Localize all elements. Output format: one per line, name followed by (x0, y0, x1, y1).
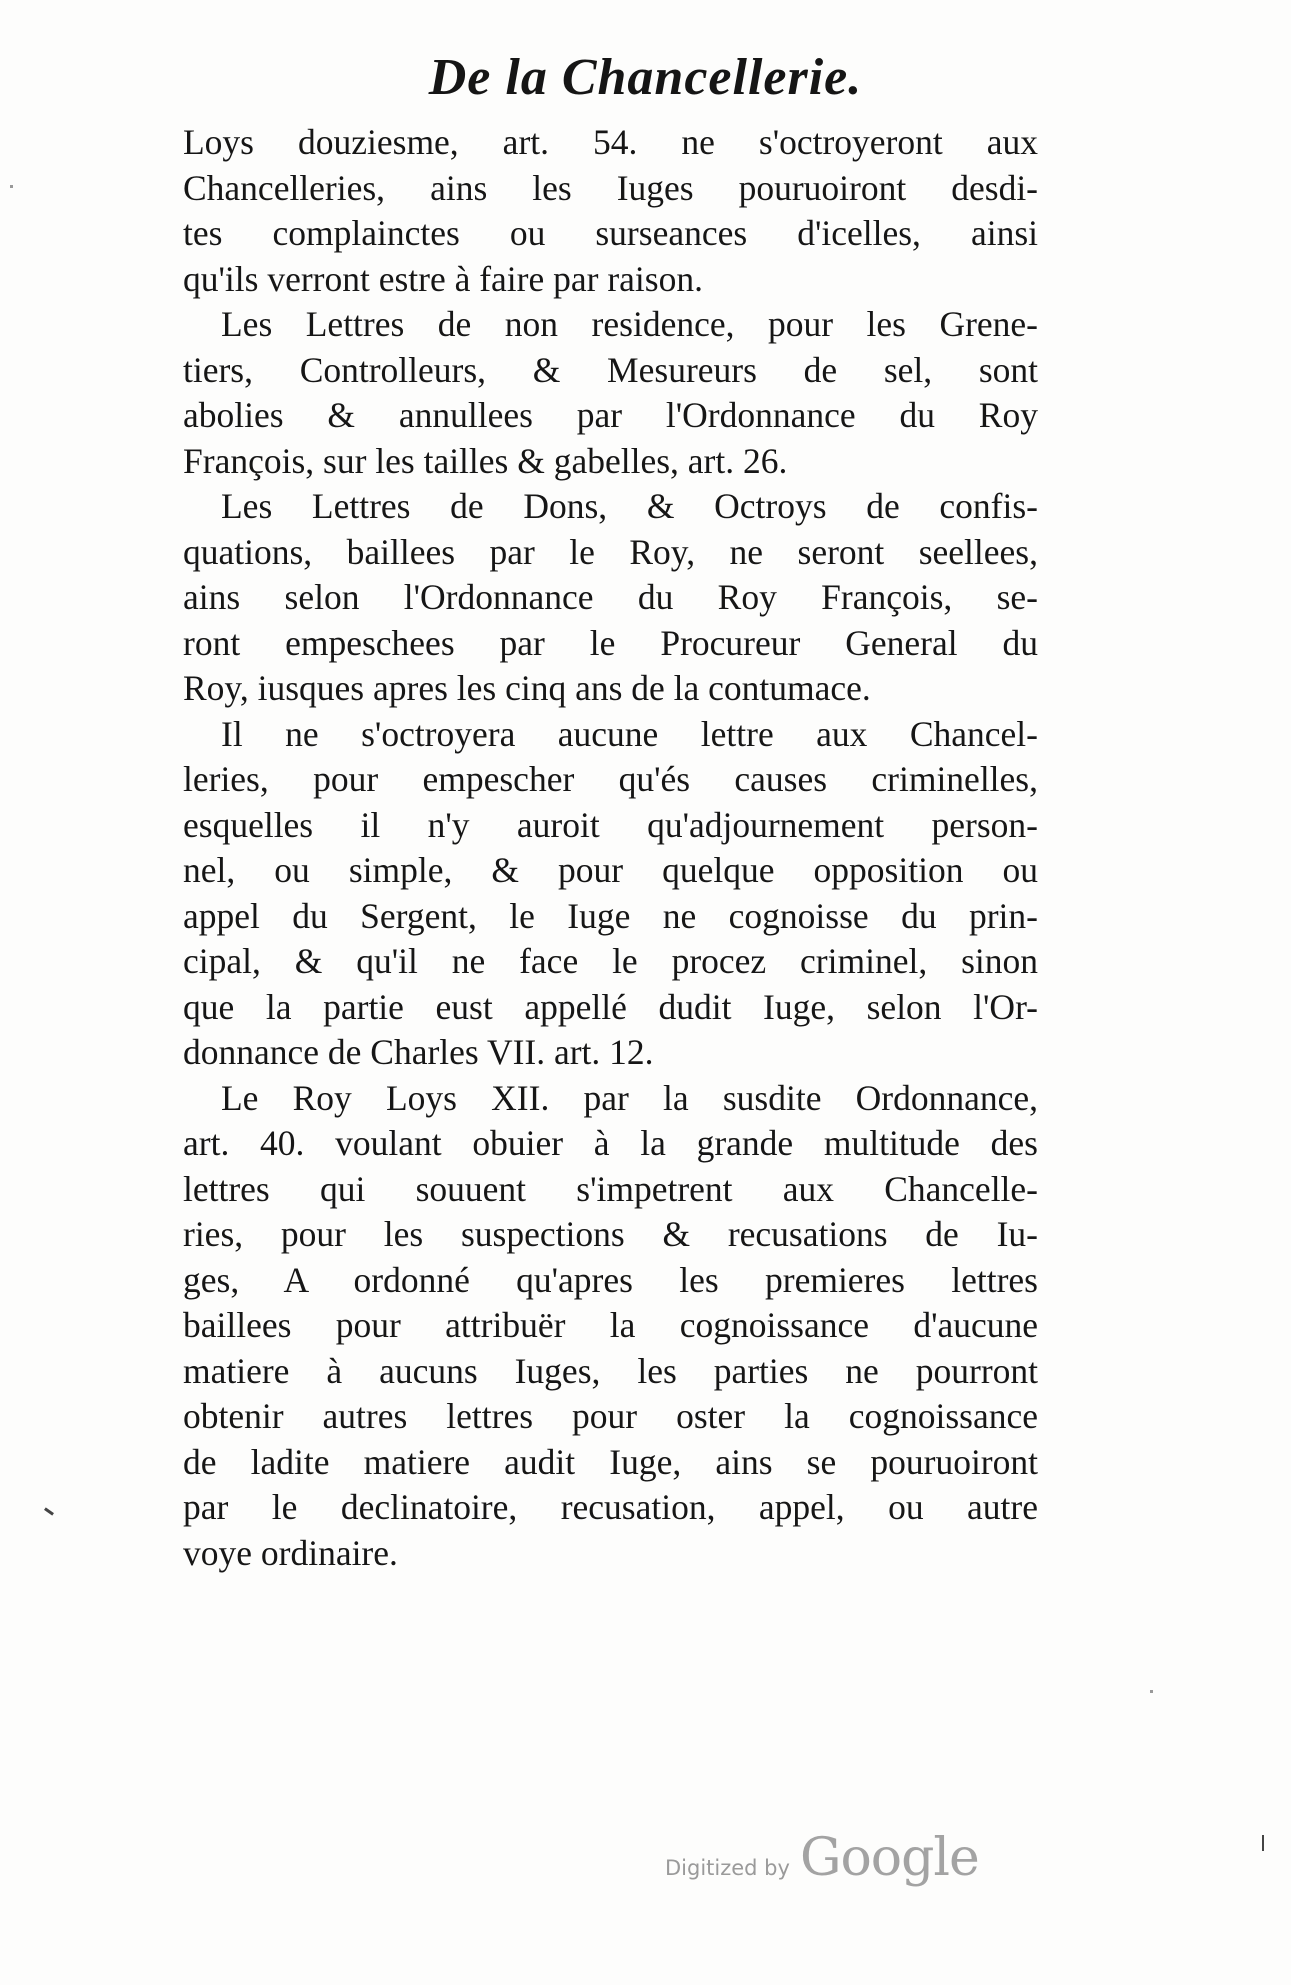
text-line: ains selon l'Ordonnance du Roy François, se- (183, 577, 1038, 617)
text-line: matiere à aucuns Iuges, les parties ne pourront (183, 1350, 1038, 1391)
text-line: tes complainctes ou surseances d'icelles, ainsi (183, 213, 1038, 253)
running-head: De la Chancellerie. (428, 49, 863, 106)
text-line: appel du Sergent, le Iuge ne cognoisse du prin- (183, 895, 1038, 936)
text-line: Le Roy Loys XII. par la susdite Ordonnance, (221, 1077, 1038, 1118)
text-line: donnance de Charles VII. art. 12. (183, 1032, 654, 1072)
text-line: baillees pour attribuër la cognoissance d'aucune (183, 1305, 1038, 1345)
text-line: par le declinatoire, recusation, appel, ou autre (183, 1487, 1038, 1527)
text-line: Chancelleries, ains les Iuges pouruoiront desdi- (183, 167, 1038, 208)
scan-speck (1262, 1835, 1264, 1851)
text-line: cipal, & qu'il ne face le procez criminel, sinon (183, 941, 1038, 981)
text-line: Loys douziesme, art. 54. ne s'octroyeront aux (183, 122, 1038, 162)
text-line: Roy, iusques apres les cinq ans de la contumace. (183, 668, 871, 708)
text-line: ges, A ordonné qu'apres les premieres lettres (183, 1259, 1038, 1300)
text-line: Il ne s'octroyera aucune lettre aux Chancel- (221, 713, 1038, 754)
text-line: esquelles il n'y auroit qu'adjournement person- (183, 804, 1038, 845)
scan-speck (44, 1507, 54, 1515)
watermark-brand: Google (799, 1828, 979, 1888)
text-line: Les Lettres de Dons, & Octroys de confis- (221, 486, 1038, 526)
scan-speck (10, 185, 13, 188)
text-line: obtenir autres lettres pour oster la cognoissance (183, 1396, 1038, 1436)
text-line: ries, pour les suspections & recusations de Iu- (183, 1214, 1038, 1254)
text-line: François, sur les tailles & gabelles, art. 26. (183, 440, 788, 481)
text-line: lettres qui souuent s'impetrent aux Chancelle- (183, 1168, 1038, 1209)
text-line: art. 40. voulant obuier à la grande multitude des (183, 1123, 1038, 1163)
text-line: leries, pour empescher qu'és causes criminelles, (183, 759, 1038, 799)
text-line: que la partie eust appellé dudit Iuge, selon l'Or- (183, 986, 1038, 1027)
text-line: tiers, Controlleurs, & Mesureurs de sel, sont (183, 349, 1038, 390)
digitized-watermark (665, 1828, 1005, 1888)
text-line: quations, baillees par le Roy, ne seront seellees, (183, 531, 1038, 572)
text-line: de ladite matiere audit Iuge, ains se pouruoiront (183, 1441, 1038, 1482)
text-line: ront empeschees par le Procureur General du (183, 622, 1038, 663)
text-line: qu'ils verront estre à faire par raison. (183, 258, 703, 299)
text-line: abolies & annullees par l'Ordonnance du Roy (183, 395, 1038, 435)
text-line: Les Lettres de non residence, pour les Grene- (221, 304, 1038, 344)
body-text (183, 120, 1038, 1576)
text-line: nel, ou simple, & pour quelque opposition ou (183, 850, 1038, 890)
watermark-prefix: Digitized by (665, 1856, 790, 1880)
text-line: voye ordinaire. (183, 1532, 398, 1573)
scan-speck (1150, 1690, 1153, 1693)
